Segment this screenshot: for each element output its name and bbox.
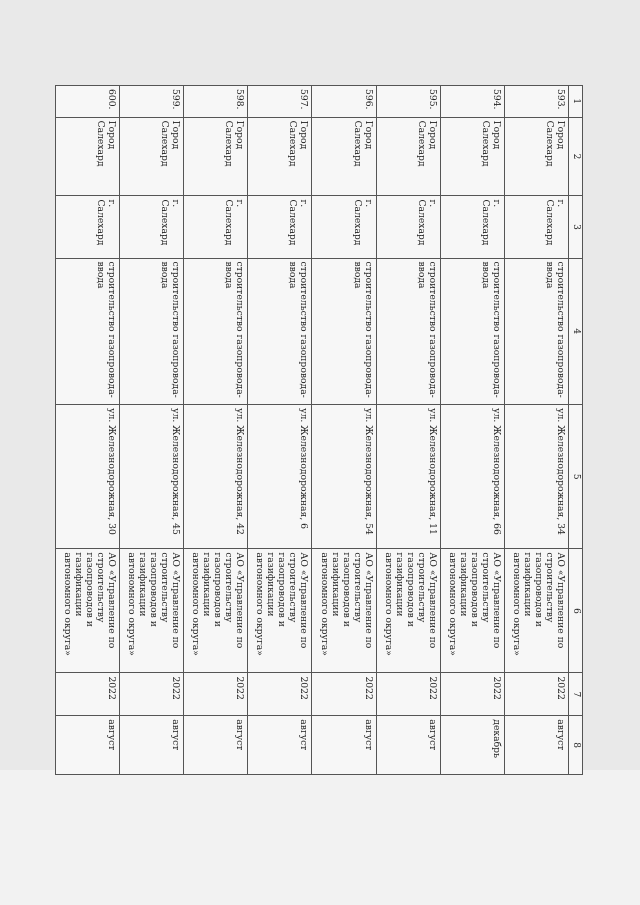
cell-executor: АО «Управление по строительству газопроводов и газификации автономного округа» bbox=[184, 549, 248, 673]
cell-settlement: г. Салехард bbox=[504, 196, 568, 258]
cell-row-number: 594. bbox=[440, 86, 504, 118]
table-row bbox=[184, 86, 248, 775]
cell-address: ул. Железнодорожная, 6 bbox=[248, 405, 312, 549]
cell-month: август bbox=[248, 716, 312, 775]
table-row bbox=[376, 86, 440, 775]
header-row bbox=[569, 86, 583, 775]
table-row bbox=[56, 86, 120, 775]
cell-row-number: 597. bbox=[248, 86, 312, 118]
cell-executor: АО «Управление по строительству газопроводов и газификации автономного округа» bbox=[120, 549, 184, 673]
cell-month: август bbox=[120, 716, 184, 775]
header-cell: 7 bbox=[569, 673, 583, 716]
table-row bbox=[312, 86, 376, 775]
cell-month: август bbox=[376, 716, 440, 775]
cell-row-number: 595. bbox=[376, 86, 440, 118]
table-row bbox=[120, 86, 184, 775]
header-cell: 4 bbox=[569, 258, 583, 405]
header-cell: 6 bbox=[569, 549, 583, 673]
table-body bbox=[56, 86, 569, 775]
cell-address: ул. Железнодорожная, 54 bbox=[312, 405, 376, 549]
cell-year: 2022 bbox=[504, 673, 568, 716]
cell-work-type: строительство газопровода-ввода bbox=[184, 258, 248, 405]
cell-settlement: г. Салехард bbox=[120, 196, 184, 258]
data-table bbox=[55, 85, 583, 775]
cell-year: 2022 bbox=[312, 673, 376, 716]
cell-municipality: Город Салехард bbox=[248, 117, 312, 196]
cell-municipality: Город Салехард bbox=[56, 117, 120, 196]
cell-municipality: Город Салехард bbox=[376, 117, 440, 196]
cell-work-type: строительство газопровода-ввода bbox=[120, 258, 184, 405]
cell-row-number: 596. bbox=[312, 86, 376, 118]
cell-work-type: строительство газопровода-ввода bbox=[376, 258, 440, 405]
cell-municipality: Город Салехард bbox=[312, 117, 376, 196]
cell-row-number: 598. bbox=[184, 86, 248, 118]
header-cell: 1 bbox=[569, 86, 583, 118]
cell-year: 2022 bbox=[184, 673, 248, 716]
cell-year: 2022 bbox=[248, 673, 312, 716]
cell-work-type: строительство газопровода-ввода bbox=[248, 258, 312, 405]
cell-municipality: Город Салехард bbox=[120, 117, 184, 196]
cell-settlement: г. Салехард bbox=[312, 196, 376, 258]
header-cell: 2 bbox=[569, 117, 583, 196]
cell-executor: АО «Управление по строительству газопроводов и газификации автономного округа» bbox=[312, 549, 376, 673]
cell-municipality: Город Салехард bbox=[184, 117, 248, 196]
header-cell: 5 bbox=[569, 405, 583, 549]
cell-row-number: 599. bbox=[120, 86, 184, 118]
cell-settlement: г. Салехард bbox=[376, 196, 440, 258]
cell-row-number: 600. bbox=[56, 86, 120, 118]
cell-address: ул. Железнодорожная, 30 bbox=[56, 405, 120, 549]
table-row bbox=[248, 86, 312, 775]
cell-row-number: 593. bbox=[504, 86, 568, 118]
header-cell: 8 bbox=[569, 716, 583, 775]
cell-year: 2022 bbox=[56, 673, 120, 716]
header-cell: 3 bbox=[569, 196, 583, 258]
cell-address: ул. Железнодорожная, 66 bbox=[440, 405, 504, 549]
cell-work-type: строительство газопровода-ввода bbox=[56, 258, 120, 405]
cell-settlement: г. Салехард bbox=[248, 196, 312, 258]
cell-month: август bbox=[504, 716, 568, 775]
table-row bbox=[440, 86, 504, 775]
cell-month: август bbox=[312, 716, 376, 775]
cell-executor: АО «Управление по строительству газопроводов и газификации автономного округа» bbox=[248, 549, 312, 673]
cell-address: ул. Железнодорожная, 34 bbox=[504, 405, 568, 549]
cell-work-type: строительство газопровода-ввода bbox=[312, 258, 376, 405]
cell-month: август bbox=[184, 716, 248, 775]
cell-municipality: Город Салехард bbox=[504, 117, 568, 196]
cell-settlement: г. Салехард bbox=[184, 196, 248, 258]
cell-year: 2022 bbox=[120, 673, 184, 716]
cell-work-type: строительство газопровода-ввода bbox=[504, 258, 568, 405]
cell-year: 2022 bbox=[376, 673, 440, 716]
cell-month: август bbox=[56, 716, 120, 775]
cell-work-type: строительство газопровода-ввода bbox=[440, 258, 504, 405]
cell-address: ул. Железнодорожная, 11 bbox=[376, 405, 440, 549]
cell-address: ул. Железнодорожная, 45 bbox=[120, 405, 184, 549]
table-row bbox=[504, 86, 568, 775]
cell-address: ул. Железнодорожная, 42 bbox=[184, 405, 248, 549]
cell-executor: АО «Управление по строительству газопроводов и газификации автономного округа» bbox=[504, 549, 568, 673]
cell-executor: АО «Управление по строительству газопроводов и газификации автономного округа» bbox=[376, 549, 440, 673]
cell-executor: АО «Управление по строительству газопроводов и газификации автономного округа» bbox=[56, 549, 120, 673]
cell-settlement: г. Салехард bbox=[440, 196, 504, 258]
cell-municipality: Город Салехард bbox=[440, 117, 504, 196]
cell-year: 2022 bbox=[440, 673, 504, 716]
table-container bbox=[55, 85, 583, 775]
cell-month: декабрь bbox=[440, 716, 504, 775]
cell-settlement: г. Салехард bbox=[56, 196, 120, 258]
cell-executor: АО «Управление по строительству газопроводов и газификации автономного округа» bbox=[440, 549, 504, 673]
